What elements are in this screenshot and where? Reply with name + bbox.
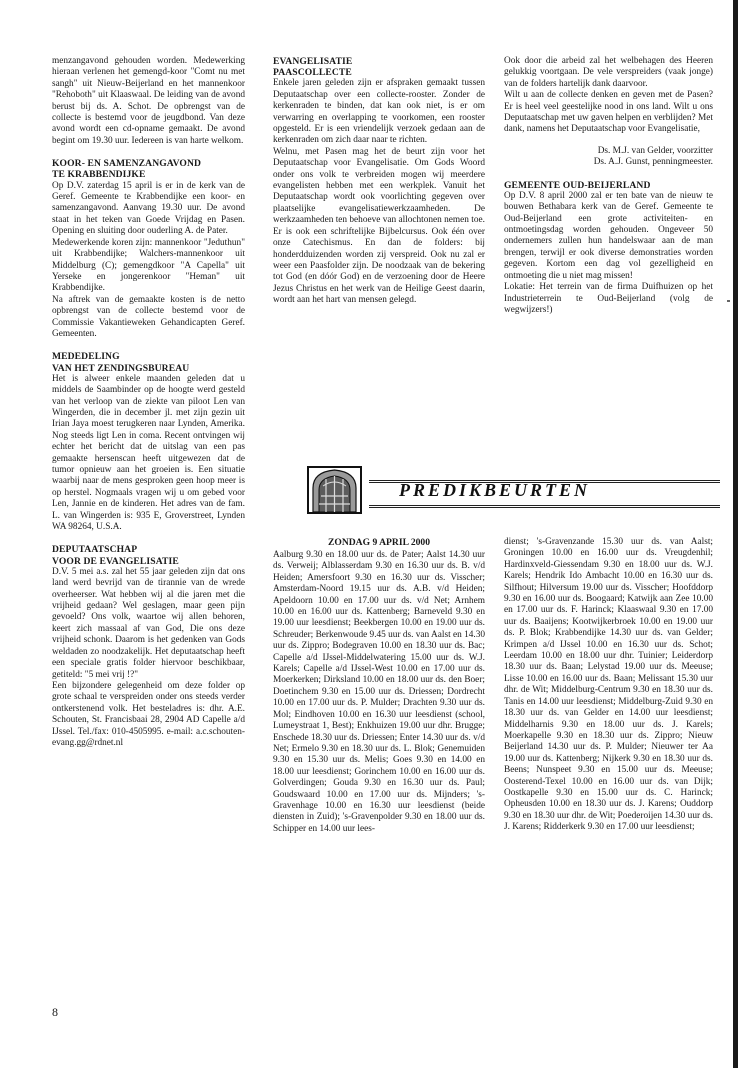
koor-paragraph-3: Na aftrek van de gemaakte kosten is de netto opbrengst van de collecte bestemd voor de Commissie Vakantieweken Gehandicapten Geref. Gemeenten.	[52, 294, 245, 339]
page-edge	[733, 0, 738, 1068]
signature-penningmeester: Ds. A.J. Gunst, penningmeester.	[593, 157, 713, 168]
predikbeurten-banner	[307, 466, 720, 514]
deputaatschap-title-line2: VOOR DE EVANGELISATIE	[52, 555, 179, 567]
paascollecte-paragraph-2: Welnu, met Pasen mag het de beurt zijn voor het Deputaatschap voor Evangelisatie. Om Gods Woord onder ons volk te verbreiden mogen wij meerdere evangelisten hebben met een werkplek. Vanuit het Deputaatschap wordt ook voorlichting gegeven over plaatselijke evangelisatiewerkzaamheden. De werkzaamheden ten behoeve van allochtonen nemen toe.	[273, 146, 485, 226]
signature-voorzitter: Ds. M.J. van Gelder, voorzitter	[597, 145, 713, 156]
deputaatschap-paragraph-2: Een bijzondere gelegenheid om deze folder op grote schaal te verspreiden onder ons steeds verder ontkerstenend volk. Het besteladres is: dhr. A.E. Schouten, St. Francisbaai 28, 2904 AD Capelle a/d IJssel. Tel./fax: 010-4505995. e-mail: a.c.schouten-evang.gg@rdnet.nl	[52, 680, 245, 748]
column-left	[52, 56, 245, 749]
mededeling-title-line1: MEDEDELING	[52, 351, 120, 363]
column-right	[504, 56, 713, 316]
page-number: 8	[52, 1005, 58, 1019]
predikbeurten-right	[504, 537, 713, 834]
koor-paragraph-2: Medewerkende koren zijn: mannenkoor "Jeduthun" uit Krabbendijke; Walchers-mannenkoor uit Middelburg (C); gemengdkoor "A Capella" uit Yerseke en jongerenkoor "Heman" uit Krabbendijke.	[52, 237, 245, 294]
deputaatschap-paragraph-1: D.V. 5 mei a.s. zal het 55 jaar geleden zijn dat ons land werd bevrijd van de tirannie van de wrede overheerser. Wat hebben wij al die jaren met die vrijheid gedaan? Wel geslagen, maar geen pijn gevoeld? Ons volk, waartoe wij allen behoren, keert zich massaal af van God, Die ons deze vrijheid schonk. Daarom is het gedenken van Gods weldaden zo noodzakelijk. Het deputaatschap heeft een speciale gratis folder hiervoor beschikbaar, getiteld: "5 mei vrij !?"	[52, 566, 245, 680]
column-middle	[273, 56, 485, 307]
oud-beijerland-heading: GEMEENTE OUD-BEIJERLAND	[504, 179, 651, 191]
paascollecte-title-line1: EVANGELISATIE	[273, 56, 353, 67]
banner-title: PREDIKBEURTEN	[399, 480, 591, 500]
dank-paragraph-1: Ook door die arbeid zal het welbehagen des Heeren gelukkig voortgaan. De vele verspreiders (vaak jonge) van de folders hartelijk dank daarvoor.	[504, 56, 713, 89]
koor-title-line1: KOOR- EN SAMENZANGAVOND	[52, 158, 202, 170]
paascollecte-heading	[273, 56, 485, 78]
paascollecte-paragraph-1: Enkele jaren geleden zijn er afspraken gemaakt tussen Deputaatschap over een collecte-rooster. Zonder de kerkenraden te binden, dat kan ook niet, is er om verwarring en overlapping te voorkomen, een rooster opgesteld. Er is een vriendelijk verzoek gedaan aan de kerkenraden om zich daar naar te richten.	[273, 78, 485, 146]
oud-beijerland-paragraph-1: Op D.V. 8 april 2000 zal er ten bate van de nieuw te bouwen Bethabara kerk van de Geref. Gemeente te Oud-Beijerland een grote activiteiten- en ontmoetingsdag worden gehouden. Ongeveer 50 ondernemers zullen hun handelswaar aan de man brengen, terwijl er ook diverse demonstraties worden gegeven. Kortom een dag vol gezelligheid en ontmoeting die u niet mag missen!	[504, 190, 713, 281]
predikbeurten-date: ZONDAG 9 APRIL 2000	[327, 537, 431, 548]
koor-heading	[52, 158, 245, 180]
koor-title-line2: TE KRABBENDIJKE	[52, 169, 146, 181]
predikbeurten-list-left: Aalburg 9.30 en 18.00 uur ds. de Pater; Aalst 14.30 uur ds. Verweij; Alblasserdam 9.30 en 16.30 uur ds. B. v/d Heiden; Amersfoort 9.30 en 16.30 uur ds. Visscher; Amsterdam-Noord 19.15 uur ds. A.B. v/d Heiden; Apeldoorn 10.00 en 17.00 uur ds. v/d Net; Arnhem 10.00 en 16.00 uur ds. Kattenberg; Barneveld 9.30 en 19.00 uur leesdienst; Beekbergen 10.00 en 19.00 uur ds. Schreuder; Berkenwoude 9.45 uur ds. van Aalst en 14.30 uur ds. Zippro; Bodegraven 10.00 en 18.30 uur ds. Bac; Capelle a/d IJssel-Middelwatering 15.00 uur ds. W.J. Karels; Capelle a/d IJssel-West 10.00 en 17.00 uur ds. Moerkerken; Dirksland 10.00 en 18.00 uur ds. den Boer; Doetinchem 9.30 en 15.00 uur ds. Driessen; Dordrecht 10.00 en 17.00 uur ds. P. Mulder; Drachten 9.30 uur ds. Mol; Eindhoven 10.00 en 16.30 uur leesdienst (school, Lumeystraat 1, Best); Enkhuizen 19.00 uur dhr. Brugge; Enschede 18.30 uur ds. Driessen; Enter 14.30 uur ds. v/d Net; Ermelo 9.30 en 18.30 uur ds. L. Blok; Genemuiden 9.30 en 15.30 uur ds. Melis; Goes 9.30 en 14.00 en 18.00 uur leesdienst; Gorinchem 10.00 en 16.00 uur ds. Golverdingen; Gouda 9.30 en 16.30 uur ds. Paul; Goudswaard 10.00 en 17.00 uur ds. Mijnders; 's-Gravenhage 10.00 en 16.30 uur leesdienst (beide diensten in Zuid); 's-Gravenpolder 9.30 en 18.00 uur ds. Schipper en 14.00 uur lees-	[273, 550, 485, 834]
paascollecte-paragraph-3: Er is ook een schriftelijke Bijbelcursus. Ook één over onze Catechismus. En dan de folders: bij honderdduizenden worden zij verspreid. Ook nu zal er weer een Paasfolder zijn. De noodzaak van de bekering tot God (en dóór God) en de verzoening door de Heere Jezus Christus en het werk van de Heilige Geest daarin, wordt aan het hart van mensen gelegd.	[273, 226, 485, 306]
dank-paragraph-2: Wilt u aan de collecte denken en geven met de Pasen? Er is heel veel geestelijke nood in ons land. Wilt u ons Deputaatschap met uw gaven helpen en verblijden? Met dank, namens het Deputaatschap voor Evangelisatie,	[504, 90, 713, 135]
scan-speck	[727, 300, 730, 302]
deputaatschap-title-line1: DEPUTAATSCHAP	[52, 544, 138, 556]
oud-beijerland-paragraph-2: Lokatie: Het terrein van de firma Duifhuizen op het Industrieterrein te Oud-Beijerland (volg de wegwijzers!)	[504, 282, 713, 315]
paascollecte-title-line2: PAASCOLLECTE	[273, 67, 352, 79]
church-window-icon	[307, 466, 362, 514]
predikbeurten-list-right: dienst; 's-Gravenzande 15.30 uur ds. van Aalst; Groningen 10.00 en 16.00 uur ds. Vreugdenhil; Hardinxveld-Giessendam 9.30 en 18.00 uur ds. W.J. Karels; Hendrik Ido Ambacht 10.00 en 16.30 uur ds. Silfhout; Hilversum 19.00 uur ds. Visscher; Hoofddorp 9.30 en 16.00 uur ds. Boogaard; Katwijk aan Zee 10.00 en 17.00 uur ds. F. Harinck; Klaaswaal 9.30 en 17.00 uur ds. Baaijens; Kootwijkerbroek 10.00 en 19.00 uur ds. P. Blok; Krabbendijke 14.30 uur ds. van Gelder; Krimpen a/d IJssel 10.00 en 16.30 uur ds. Schot; Leerdam 10.00 en 18.00 uur dhr. Tuinier; Leiderdorp 18.30 uur ds. Baan; Lelystad 19.00 uur ds. Meeuse; Lisse 10.00 en 16.00 uur ds. Baan; Melissant 15.30 uur dhr. de Wit; Middelburg-Centrum 9.30 en 18.30 uur ds. Tanis en 14.00 uur leesdienst; Middelburg-Zuid 9.30 en 18.30 uur ds. van Gelder en 14.00 uur leesdienst; Middelharnis 9.30 en 18.00 uur ds. J. Karels; Moerkapelle 9.30 en 18.30 uur ds. Zippro; Nieuw Beijerland 14.30 uur ds. P. Mulder; Nieuwer ter Aa 19.00 uur ds. Kattenberg; Nijkerk 9.30 en 18.30 uur ds. Beens; Nunspeet 9.30 en 15.00 uur ds. Meeuse; Oosterend-Texel 10.00 en 16.00 uur ds. van Dijk; Oostkapelle 9.30 en 15.00 uur ds. C. Harinck; Opheusden 10.00 en 18.30 uur ds. J. Karens; Ouddorp 9.30 en 18.30 uur dhr. de Wit; Poederoijen 14.30 uur ds. J. Karens; Ridderkerk 9.30 en 17.00 uur leesdienst;	[504, 537, 713, 833]
predikbeurten-left	[273, 537, 485, 835]
deputaatschap-heading	[52, 544, 245, 566]
koor-paragraph-1: Op D.V. zaterdag 15 april is er in de kerk van de Geref. Gemeente te Krabbendijke een koor- en samenzangavond. Aanvang 19.30 uur. De avond staat in het teken van Goede Vrijdag en Pasen. Opening en sluiting door ouderling A. de Pater.	[52, 180, 245, 237]
mededeling-paragraph: Het is alweer enkele maanden geleden dat u middels de Saambinder op de hoogte werd gesteld van het verloop van de ziekte van piloot Len van Wingerden, die in december jl. met zijn gezin uit Irian Jaya moest terugkeren naar Lynden, Amerika. Nog steeds ligt Len in coma. Recent ontvingen wij echter het bericht dat de uitslag van een pas gemaakte hersenscan heeft uitgewezen dat de tumor opnieuw aan het groeien is. Een situatie waarbij naar de mens gesproken geen hoop meer is op herstel. Nogmaals vragen wij u om gebed voor Len, Jannie en de kinderen. Het adres van de fam. L. van Wingerden is: 935 E, Groverstreet, Lynden WA 98264, U.S.A.	[52, 373, 245, 533]
mededeling-heading	[52, 351, 245, 373]
mededeling-title-line2: VAN HET ZENDINGSBUREAU	[52, 362, 190, 374]
intro-paragraph: menzangavond gehouden worden. Medewerking hieraan verlenen het gemengd-koor "Comt nu met sangh" uit Nieuw-Beijerland en het mannenkoor "Rehoboth" uit Klaaswaal. De leiding van de avond berust bij ds. A. Schot. De opbrengst van de collecte is bestemd voor de jeugdbond. Van deze avond wordt een cd-opname gemaakt. De avond begint om 19.30 uur. Iedereen is van harte welkom.	[52, 56, 245, 146]
